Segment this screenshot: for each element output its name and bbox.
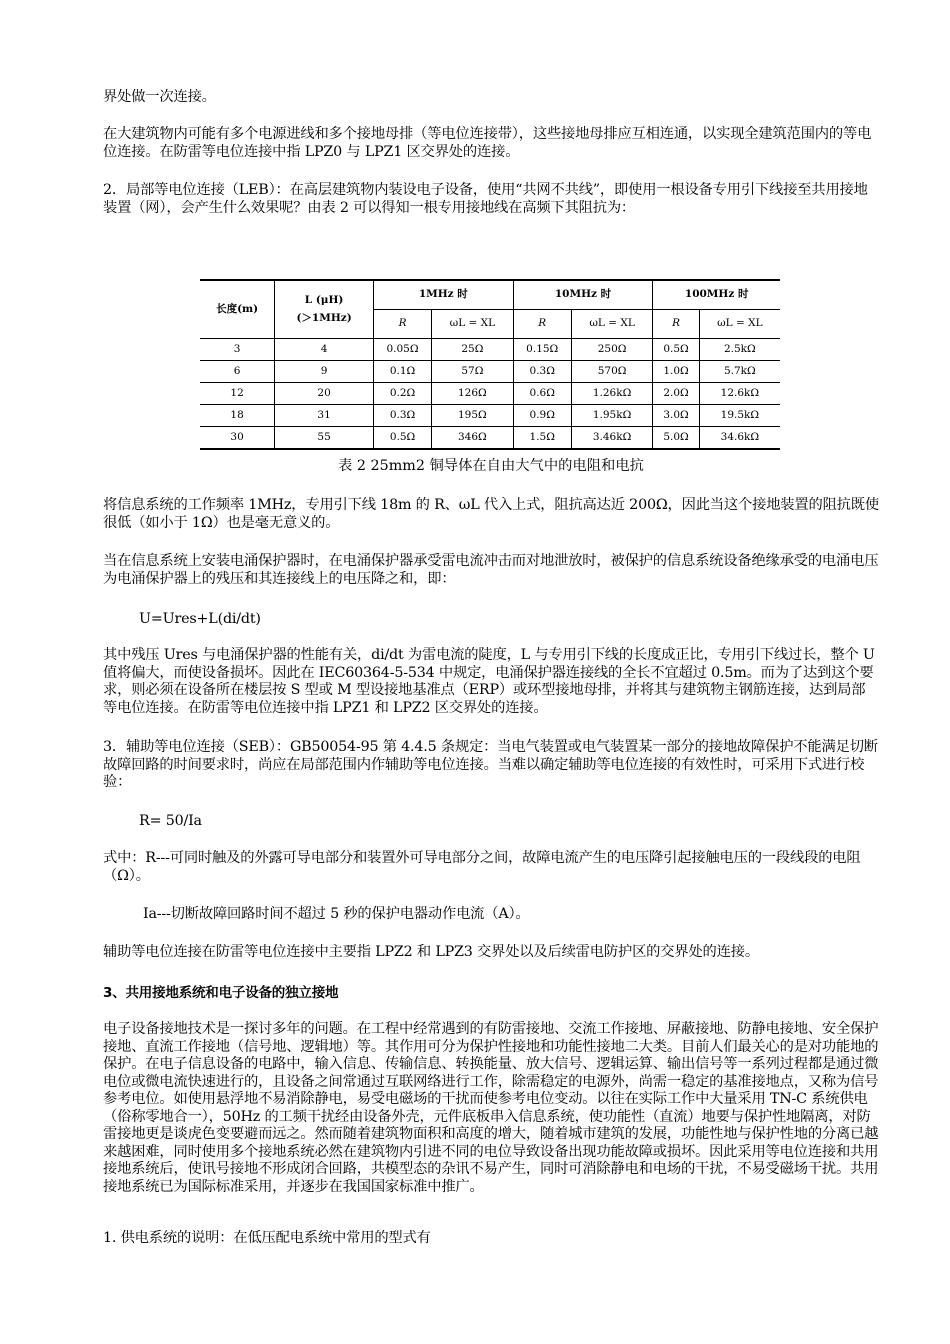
paragraph: Ia---切断故障回路时间不超过 5 秒的保护电器动作电流（A）。 xyxy=(143,906,530,922)
paragraph: 3．辅助等电位连接（SEB）：GB50054-95 第 4.4.5 条规定：当电气装置或电气装置某一部分的接地故障保护不能满足切断故障回路的时间要求时，尚应在局部范围内作辅助等电位连接。当难以确定辅助等电位连接的有效性时，可采用下式进行校验： xyxy=(103,739,878,790)
table-header: ωL = XL xyxy=(432,310,514,339)
table-cell: 30 xyxy=(200,427,275,450)
table-header: 100MHz 时 xyxy=(653,280,780,310)
table-header-line: (＞1MHz) xyxy=(296,311,352,324)
table-cell: 1.95kΩ xyxy=(571,405,653,427)
table-header: 10MHz 时 xyxy=(513,280,653,310)
paragraph: 2．局部等电位连接（LEB）：在高层建筑物内装设电子设备，使用“共网不共线”，即使用一根设备专用引下线接至共用接地装置（网），会产生什么效果呢？由表 2 可以得知一根专用接地线在高频下其阻抗为： xyxy=(103,182,868,216)
paragraph: 辅助等电位连接在防雷等电位连接中主要指 LPZ2 和 LPZ3 交界处以及后续雷电防护区的交界处的连接。 xyxy=(103,944,759,960)
table-cell: 3 xyxy=(200,339,275,361)
table-cell: 126Ω xyxy=(432,383,514,405)
paragraph: 当在信息系统上安装电涌保护器时，在电涌保护器承受雷电流冲击而对地泄放时，被保护的信息系统设备绝缘承受的电涌电压为电涌保护器上的残压和其连接线上的电压降之和，即： xyxy=(103,553,879,587)
paragraph: 界处做一次连接。 xyxy=(103,89,216,105)
paragraph: 电子设备接地技术是一探讨多年的问题。在工程中经常遇到的有防雷接地、交流工作接地、屏蔽接地、防静电接地、安全保护接地、直流工作接地（信号地、逻辑地）等。其作用可分为保护性接地和功能性接地二大类。目前人们最关心的是对功能地的保护。在电子信息设备的电路中，输入信息、传输信息、转换能量、放大信号、逻辑运算、输出信号等一系列过程都是通过微电位或微电流快速进行的，且设备之间常通过互联网络进行工作，除需稳定的电源外，尚需一稳定的基准接地点，又称为信号参考电位。如使用悬浮地不易消除静电，易受电磁场的干扰而使参考电位变动。以往在实际工作中大量采用 TN-C 系统供电（俗称零地合一），50Hz 的工频干扰经由设备外壳，元件底板串入信息系统，使功能性（直流）地要与保护性地隔离，对防雷接地更是谈虎色变要避而远之。然而随着建筑物面积和高度的增大，随着城市建筑的发展，功能性地与保护性地的分离已越来越困难，同时使用多个接地系统必然在建筑物内引进不同的电位导致设备出现功能故障或损坏。因此采用等电位连接和共用接地系统后，使讯号接地不形成闭合回路，共模型态的杂讯不易产生，同时可消除静电和电场的干扰，不易受磁场干扰。共用接地系统已为国际标准采用，并逐步在我国国家标准中推广。 xyxy=(103,1021,879,1195)
section-heading: 3、共用接地系统和电子设备的独立接地 xyxy=(103,985,339,1001)
table-cell: 4 xyxy=(275,339,374,361)
table-cell: 0.6Ω xyxy=(513,383,571,405)
table-header xyxy=(275,280,374,339)
table-header: 长度(m) xyxy=(200,280,275,339)
table-cell: 0.5Ω xyxy=(653,339,699,361)
table-cell: 346Ω xyxy=(432,427,514,450)
table-cell: 0.2Ω xyxy=(373,383,431,405)
table-header: 1MHz 时 xyxy=(373,280,513,310)
table-row xyxy=(200,339,780,361)
table-cell: 1.0Ω xyxy=(653,361,699,383)
resistance-table xyxy=(200,279,780,450)
table-cell: 55 xyxy=(275,427,374,450)
table-cell: 12.6kΩ xyxy=(699,383,780,405)
table-cell: 0.9Ω xyxy=(513,405,571,427)
table-header-line: L (μH) xyxy=(304,294,344,306)
table-cell: 12 xyxy=(200,383,275,405)
table-row xyxy=(200,383,780,405)
table-cell: 1.26kΩ xyxy=(571,383,653,405)
paragraph: 在大建筑物内可能有多个电源进线和多个接地母排（等电位连接带），这些接地母排应互相连通，以实现全建筑范围内的等电位连接。在防雷等电位连接中指 LPZ0 与 LPZ1 区交界处的连接。 xyxy=(103,126,872,160)
table-cell: 1.5Ω xyxy=(513,427,571,450)
table-cell: 570Ω xyxy=(571,361,653,383)
paragraph: 将信息系统的工作频率 1MHz，专用引下线 18m 的 R、ωL 代入上式，阻抗高达近 200Ω，因此当这个接地装置的阻抗既使很低（如小于 1Ω）也是毫无意义的。 xyxy=(103,497,879,531)
paragraph: 1. 供电系统的说明：在低压配电系统中常用的型式有 xyxy=(103,1230,431,1246)
table-header: R xyxy=(373,310,431,339)
table-cell: 250Ω xyxy=(571,339,653,361)
table-header: ωL = XL xyxy=(699,310,780,339)
table-header: R xyxy=(513,310,571,339)
table-cell: 0.05Ω xyxy=(373,339,431,361)
table-cell: 0.15Ω xyxy=(513,339,571,361)
paragraph: 其中残压 Ures 与电涌保护器的性能有关，di/dt 为雷电流的陡度，L 与专用引下线的长度成正比，专用引下线过长，整个 U 值将偏大，而使设备损坏。因此在 IEC60364-5-534 中规定，电涌保护器连接线的全长不宜超过 0.5m。而为了达到这个要求，则必须在设备所在楼层按 S 型或 M 型设接地基准点（ERP）或环型接地母排，并将其与建筑物主钢筋连接，达到局部等电位连接。在防雷等电位连接中指 LPZ1 和 LPZ2 区交界处的连接。 xyxy=(103,647,875,716)
formula: U=Ures+L(di/dt) xyxy=(139,611,261,627)
table-cell: 9 xyxy=(275,361,374,383)
table-cell: 25Ω xyxy=(432,339,514,361)
table-cell: 0.3Ω xyxy=(373,405,431,427)
table-cell: 34.6kΩ xyxy=(699,427,780,450)
table-cell: 6 xyxy=(200,361,275,383)
formula: R= 50/Ia xyxy=(139,813,202,829)
table-cell: 2.0Ω xyxy=(653,383,699,405)
table-cell: 20 xyxy=(275,383,374,405)
table-cell: 5.7kΩ xyxy=(699,361,780,383)
table-header: ωL = XL xyxy=(571,310,653,339)
table-cell: 31 xyxy=(275,405,374,427)
table-cell: 3.46kΩ xyxy=(571,427,653,450)
table-cell: 57Ω xyxy=(432,361,514,383)
table-cell: 0.3Ω xyxy=(513,361,571,383)
table-row xyxy=(200,427,780,450)
table-header: R xyxy=(653,310,699,339)
paragraph: 式中：R---可同时触及的外露可导电部分和装置外可导电部分之间，故障电流产生的电压降引起接触电压的一段线段的电阻（Ω）。 xyxy=(103,850,861,884)
table-cell: 5.0Ω xyxy=(653,427,699,450)
table-cell: 0.5Ω xyxy=(373,427,431,450)
table-cell: 18 xyxy=(200,405,275,427)
table-cell: 3.0Ω xyxy=(653,405,699,427)
table-cell: 195Ω xyxy=(432,405,514,427)
table-row xyxy=(200,361,780,383)
table-cell: 19.5kΩ xyxy=(699,405,780,427)
table-row xyxy=(200,405,780,427)
table-caption: 表 2 25mm2 铜导体在自由大气中的电阻和电抗 xyxy=(338,458,644,474)
table-cell: 2.5kΩ xyxy=(699,339,780,361)
table-cell: 0.1Ω xyxy=(373,361,431,383)
